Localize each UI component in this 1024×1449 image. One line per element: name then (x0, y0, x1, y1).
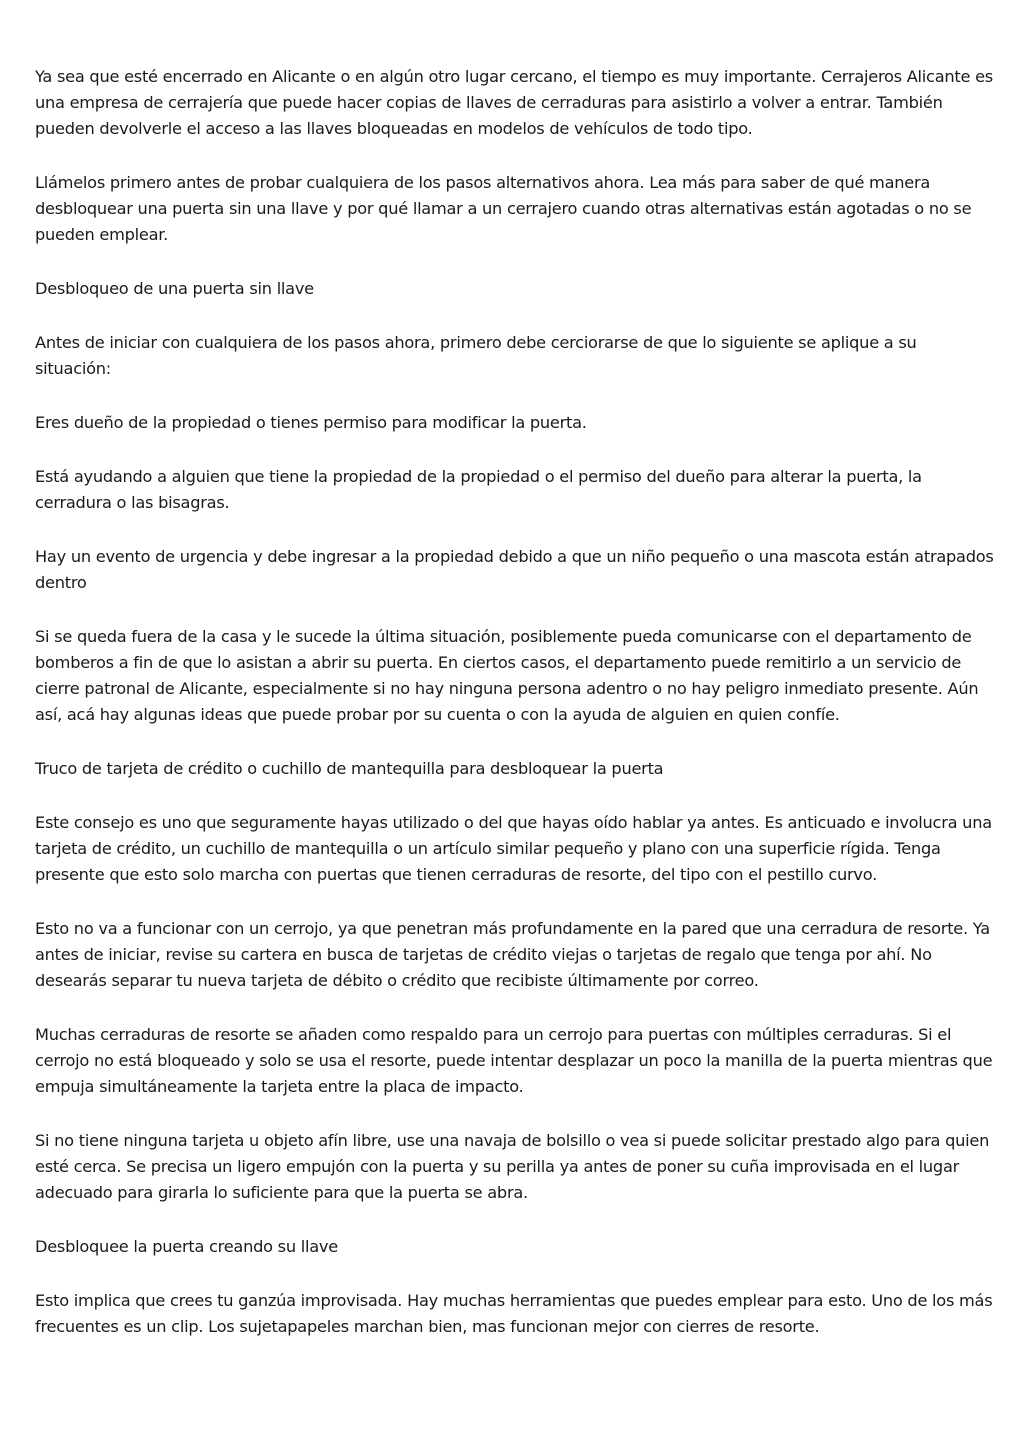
section-heading: Desbloquee la puerta creando su llave (35, 1237, 338, 1256)
paragraph: Este consejo es uno que seguramente hayas utilizado o del que hayas oído hablar ya antes. Es anticuado e involucra una tarjeta de crédito, un cuchillo de mantequilla o un artículo similar pequeño y plano con una superficie rígida. Tenga presente que esto solo marcha con puertas que tienen cerraduras de resorte, del tipo con el pestillo curvo. (35, 813, 992, 884)
paragraph: Esto implica que crees tu ganzúa improvisada. Hay muchas herramientas que puedes emplear para esto. Uno de los más frecuentes es un clip. Los sujetapapeles marchan bien, mas funcionan mejor con cierres de resorte. (35, 1291, 993, 1336)
paragraph: Muchas cerraduras de resorte se añaden como respaldo para un cerrojo para puertas con múltiples cerraduras. Si el cerrojo no está bloqueado y solo se usa el resorte, puede intentar desplazar un poco la manilla de la puerta mientras que empuja simultáneamente la tarjeta entre la placa de impacto. (35, 1025, 993, 1096)
paragraph: Antes de iniciar con cualquiera de los pasos ahora, primero debe cerciorarse de que lo siguiente se aplique a su situación: (35, 333, 917, 378)
paragraph: Ya sea que esté encerrado en Alicante o en algún otro lugar cercano, el tiempo es muy importante. Cerrajeros Alicante es una empresa de cerrajería que puede hacer copias de llaves de cerraduras para asistirlo a volver a entrar. También pueden devolverle el acceso a las llaves bloqueadas en modelos de vehículos de todo tipo. (35, 67, 993, 138)
paragraph: Eres dueño de la propiedad o tienes permiso para modificar la puerta. (35, 413, 587, 432)
paragraph: Si no tiene ninguna tarjeta u objeto afín libre, use una navaja de bolsillo o vea si puede solicitar prestado algo para quien esté cerca. Se precisa un ligero empujón con la puerta y su perilla ya antes de poner su cuña improvisada en el lugar adecuado para girarla lo suficiente para que la puerta se abra. (35, 1131, 990, 1202)
paragraph: Esto no va a funcionar con un cerrojo, ya que penetran más profundamente en la pared que una cerradura de resorte. Ya antes de iniciar, revise su cartera en busca de tarjetas de crédito viejas o tarjetas de regalo que tenga por ahí. No desearás separar tu nueva tarjeta de débito o crédito que recibiste últimamente por correo. (35, 919, 990, 990)
paragraph: Si se queda fuera de la casa y le sucede la última situación, posiblemente pueda comunicarse con el departamento de bomberos a fin de que lo asistan a abrir su puerta. En ciertos casos, el departamento puede remitirlo a un servicio de cierre patronal de Alicante, especialmente si no hay ninguna persona adentro o no hay peligro inmediato presente. Aún así, acá hay algunas ideas que puede probar por su cuenta o con la ayuda de alguien en quien confíe. (35, 627, 979, 724)
paragraph: Está ayudando a alguien que tiene la propiedad de la propiedad o el permiso del dueño para alterar la puerta, la cerradura o las bisagras. (35, 467, 922, 512)
document-page (35, 64, 995, 1368)
section-heading: Desbloqueo de una puerta sin llave (35, 279, 314, 298)
paragraph: Hay un evento de urgencia y debe ingresar a la propiedad debido a que un niño pequeño o una mascota están atrapados dentro (35, 547, 994, 592)
section-heading: Truco de tarjeta de crédito o cuchillo de mantequilla para desbloquear la puerta (35, 759, 664, 778)
paragraph: Llámelos primero antes de probar cualquiera de los pasos alternativos ahora. Lea más para saber de qué manera desbloquear una puerta sin una llave y por qué llamar a un cerrajero cuando otras alternativas están agotadas o no se pueden emplear. (35, 173, 972, 244)
